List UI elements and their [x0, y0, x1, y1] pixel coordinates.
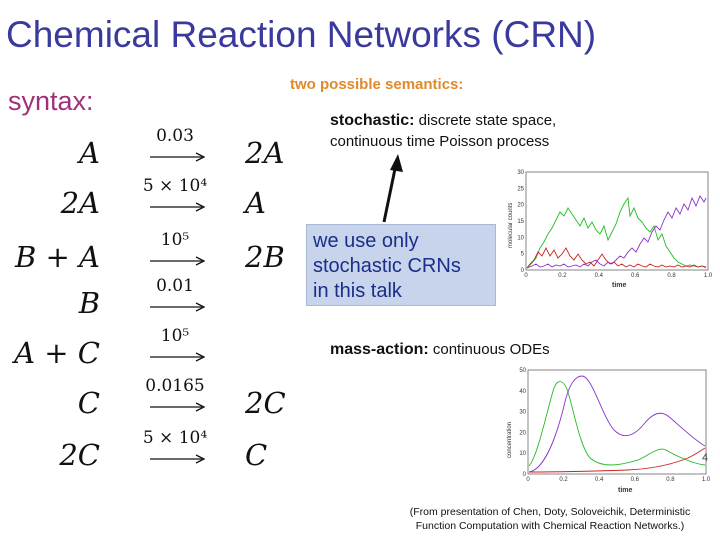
mass-action-plot — [498, 366, 712, 498]
x-tick-label: 1.0 — [701, 477, 711, 483]
slide-title: Chemical Reaction Networks (CRN) — [6, 14, 597, 55]
stochastic-plot — [500, 168, 714, 288]
reaction-row — [0, 428, 300, 478]
products: 2A — [245, 136, 285, 170]
reactants: 2A — [60, 186, 100, 220]
x-tick-label: 0.6 — [631, 273, 640, 279]
reaction-arrow-icon — [148, 256, 208, 266]
callout-line: in this talk — [313, 280, 402, 302]
reaction-row — [0, 276, 300, 326]
x-tick-label: 1.0 — [703, 273, 713, 279]
x-tick-label: 0.4 — [595, 477, 604, 483]
products: C — [245, 438, 268, 472]
plot-xlabel: time — [618, 487, 633, 494]
x-tick-label: 0.2 — [558, 273, 567, 279]
semantics-label: two possible semantics: — [290, 76, 464, 93]
callout-line: stochastic CRNs — [313, 255, 461, 277]
rate-constant: 5 × 10⁴ — [142, 176, 208, 196]
rate-constant: 10⁵ — [160, 230, 190, 250]
reaction-arrow-icon — [148, 402, 208, 412]
y-tick-label: 30 — [517, 170, 524, 176]
plot-ylabel: concentration — [507, 421, 513, 458]
y-tick-label: 20 — [517, 202, 524, 209]
reactants: 2C — [59, 438, 100, 472]
x-tick-label: 0.8 — [666, 477, 675, 483]
y-tick-label: 25 — [517, 186, 524, 193]
reaction-arrow-icon — [148, 152, 208, 162]
pointer-arrow-icon — [370, 150, 410, 230]
mass-action-desc: continuous ODEs — [432, 341, 550, 358]
reaction-arrow-icon — [148, 454, 208, 464]
y-tick-label: 0 — [522, 472, 526, 478]
page-number: 4 — [702, 452, 709, 464]
reaction-row — [0, 126, 300, 176]
reactants: C — [77, 386, 100, 420]
y-tick-label: 50 — [519, 368, 526, 374]
stochastic-desc-line2: continuous time Poisson process — [330, 133, 550, 150]
x-tick-label: 0.4 — [594, 273, 603, 279]
callout-box — [306, 224, 496, 306]
callout-line: we use only — [313, 230, 419, 252]
products: A — [245, 186, 266, 220]
x-tick-label: 0.8 — [667, 273, 676, 279]
reaction-arrow-icon — [148, 202, 208, 212]
products: 2C — [245, 386, 286, 420]
x-tick-label: 0 — [524, 273, 528, 279]
rate-constant: 0.0165 — [145, 376, 205, 396]
y-tick-label: 40 — [519, 388, 526, 395]
y-tick-label: 10 — [519, 451, 526, 458]
rate-constant: 0.03 — [156, 126, 194, 146]
y-tick-label: 30 — [519, 409, 526, 416]
stochastic-label: stochastic: — [330, 112, 415, 129]
x-tick-label: 0.2 — [559, 477, 568, 483]
citation-line2: Function Computation with Chemical Reaction Networks.) — [415, 520, 685, 532]
reactants: A + C — [14, 336, 100, 370]
syntax-label: syntax: — [8, 86, 94, 116]
mass-action-label: mass-action: — [330, 341, 429, 358]
reactants: A — [79, 136, 100, 170]
plot-ylabel: molecular counts — [508, 202, 514, 248]
reaction-arrow-icon — [148, 352, 208, 362]
reactants: B + A — [15, 240, 100, 274]
y-tick-label: 0 — [520, 268, 524, 274]
citation — [380, 505, 720, 533]
y-tick-label: 10 — [517, 235, 524, 242]
rate-constant: 0.01 — [156, 276, 194, 296]
reactants: B — [78, 286, 100, 320]
x-tick-label: 0 — [526, 477, 530, 483]
reaction-arrow-icon — [148, 302, 208, 312]
rate-constant: 10⁵ — [160, 326, 190, 346]
citation-line1: (From presentation of Chen, Doty, Soloveichik, Deterministic — [409, 506, 691, 518]
rate-constant: 5 × 10⁴ — [142, 428, 208, 448]
stochastic-desc-line1: discrete state space, — [418, 112, 557, 129]
reaction-list — [0, 126, 300, 480]
reaction-row — [0, 176, 300, 226]
x-tick-label: 0.6 — [630, 477, 639, 483]
y-tick-label: 20 — [519, 430, 526, 437]
reaction-row — [0, 326, 300, 376]
y-tick-label: 5 — [520, 251, 524, 258]
products: 2B — [245, 240, 285, 274]
y-tick-label: 15 — [517, 219, 524, 225]
plot-xlabel: time — [612, 282, 627, 288]
mass-action-semantics — [330, 341, 550, 359]
reaction-row — [0, 230, 300, 280]
stochastic-semantics — [330, 112, 556, 150]
reaction-row — [0, 376, 300, 426]
